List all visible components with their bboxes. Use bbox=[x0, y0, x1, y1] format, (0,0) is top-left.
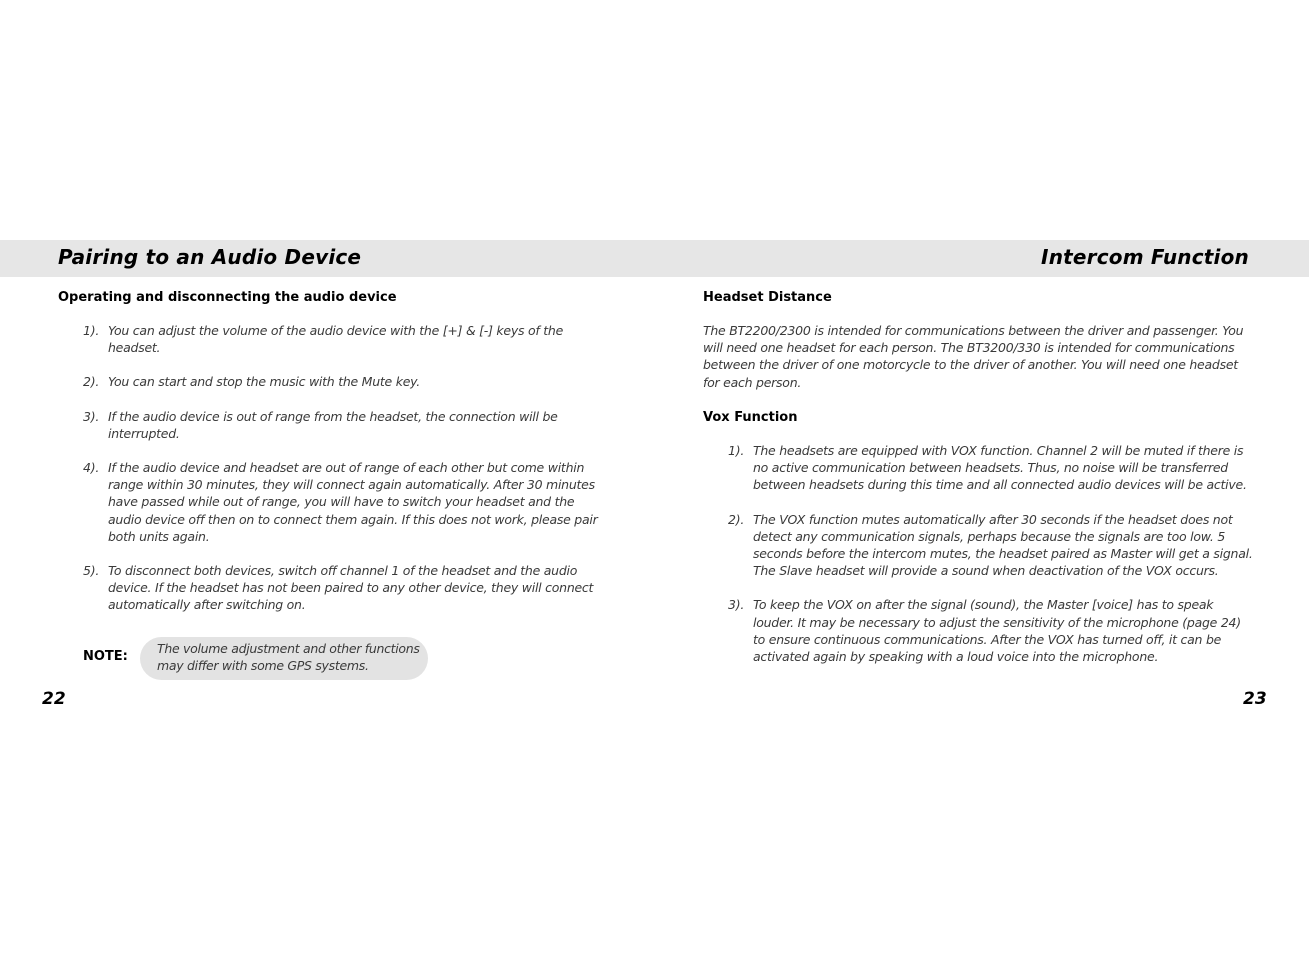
left-page-title: Pairing to an Audio Device bbox=[58, 245, 362, 269]
list-item-text: You can adjust the volume of the audio device with the [+] & [-] keys of the headset. bbox=[108, 323, 564, 356]
list-item-number: 5). bbox=[83, 563, 100, 579]
right-page-title: Intercom Function bbox=[1041, 245, 1249, 269]
left-instruction-list bbox=[83, 322, 608, 631]
note-box: The volume adjustment and other functions may differ with some GPS systems. bbox=[140, 637, 428, 680]
list-item bbox=[83, 408, 608, 442]
list-item-number: 3). bbox=[728, 597, 745, 613]
list-item bbox=[728, 442, 1253, 494]
list-item-number: 2). bbox=[83, 374, 100, 390]
list-item-text: The VOX function mutes automatically after 30 seconds if the headset does not detect any communication signals, perhaps because the signals are too low. 5 seconds before the intercom mutes, the headset paired as Master will get a signal. The Slave headset will provide a sound when deactivation of the VOX occurs. bbox=[753, 511, 1253, 579]
list-item-text: If the audio device and headset are out of range of each other but come within range within 30 minutes, they will connect again automatically. After 30 minutes have passed while out of range, you will have to switch your headset and the audio device off then on to connect them again. If this does not work, please pair both units again. bbox=[108, 460, 598, 544]
right-page-number: 23 bbox=[1243, 689, 1267, 709]
list-item-number: 1). bbox=[728, 443, 745, 458]
note-label: NOTE: bbox=[83, 649, 128, 664]
list-item bbox=[83, 322, 608, 356]
left-page-number: 22 bbox=[42, 689, 66, 709]
list-item-text: To keep the VOX on after the signal (sound), the Master [voice] has to speak louder. It may be necessary to adjust the sensitivity of the microphone (page 24) to ensure continuous communications. After the VOX has turned off, it can be activated again by speaking with a loud voice into the microphone. bbox=[753, 597, 1241, 665]
list-item-number: 2). bbox=[728, 511, 745, 527]
list-item bbox=[83, 373, 608, 390]
list-item bbox=[83, 562, 608, 614]
list-item-number: 3). bbox=[83, 408, 100, 424]
list-item-text: To disconnect both devices, switch off channel 1 of the headset and the audio device. If the headset has not been paired to any other device, they will connect automatically after switching on. bbox=[108, 563, 594, 613]
headset-distance-heading: Headset Distance bbox=[703, 290, 832, 305]
headset-distance-paragraph: The BT2200/2300 is intended for communications between the driver and passenger. You will need one headset for each person. The BT3200/330 is intended for communications between the driver of one motorcycle to the driver of another. You will need one headset for each person. bbox=[703, 323, 1244, 390]
list-item-text: If the audio device is out of range from the headset, the connection will be interrupted. bbox=[108, 408, 558, 441]
list-item bbox=[728, 511, 1253, 580]
list-item-number: 1). bbox=[83, 323, 100, 338]
right-instruction-list bbox=[728, 442, 1253, 682]
list-item-number: 4). bbox=[83, 460, 100, 476]
list-item-text: The headsets are equipped with VOX function. Channel 2 will be muted if there is no active communication between headsets. Thus, no noise will be transferred between headsets during this time and all connected audio devices will be active. bbox=[753, 443, 1247, 493]
list-item bbox=[83, 459, 608, 545]
list-item-text: You can start and stop the music with the Mute key. bbox=[108, 374, 421, 390]
vox-function-heading: Vox Function bbox=[703, 410, 798, 425]
list-item bbox=[728, 596, 1253, 665]
operating-section-heading: Operating and disconnecting the audio device bbox=[58, 290, 397, 305]
